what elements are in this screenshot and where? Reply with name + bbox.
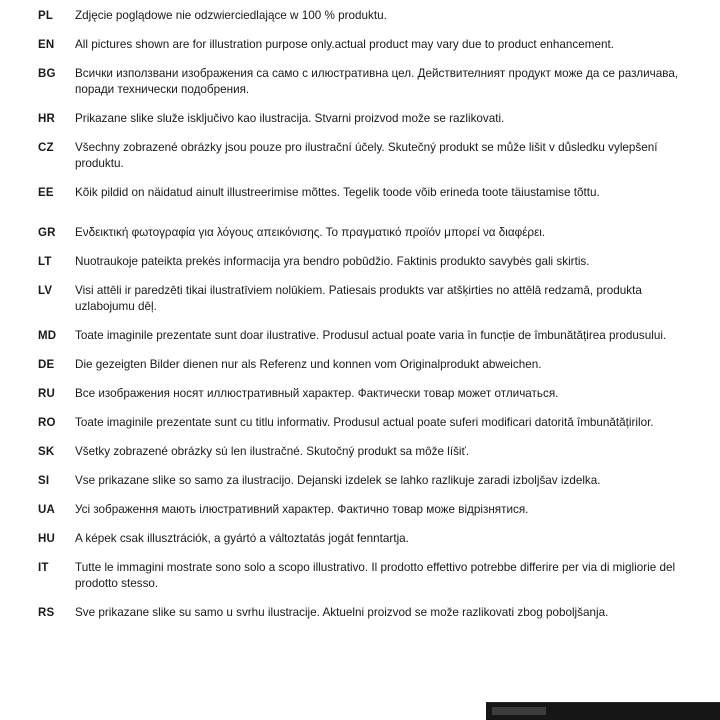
disclaimer-row bbox=[38, 357, 698, 373]
image-fragment bbox=[492, 707, 546, 715]
disclaimer-text: Prikazane slike služe isključivo kao ilustracija. Stvarni proizvod može se razlikovati. bbox=[75, 112, 505, 125]
disclaimer-text: Все изображения носят иллюстративный характер. Фактически товар может отличаться. bbox=[75, 387, 559, 400]
disclaimer-row bbox=[38, 225, 698, 241]
disclaimer-text: Die gezeigten Bilder dienen nur als Referenz und konnen vom Originalprodukt abweichen. bbox=[75, 358, 542, 371]
disclaimer-row bbox=[38, 502, 698, 518]
language-code-label: EE bbox=[38, 187, 54, 199]
language-code-label: PL bbox=[38, 10, 54, 22]
disclaimer-text: Toate imaginile prezentate sunt cu titlu informativ. Produsul actual poate suferi modificari datorită îmbunătățirilor. bbox=[75, 416, 654, 429]
disclaimer-text: Všechny zobrazené obrázky jsou pouze pro ilustrační účely. Skutečný produkt se může lišit v důsledku vylepšení produktu. bbox=[75, 141, 658, 170]
disclaimer-row bbox=[38, 66, 698, 98]
disclaimer-row bbox=[38, 560, 698, 592]
disclaimer-row bbox=[38, 140, 698, 172]
language-code-label: LV bbox=[38, 285, 53, 297]
language-code-label: CZ bbox=[38, 142, 54, 154]
disclaimer-row bbox=[38, 185, 698, 201]
language-code-label: HU bbox=[38, 533, 56, 545]
disclaimer-text: Visi attēli ir paredzēti tikai ilustratīviem nolūkiem. Patiesais produkts var atšķirties no attēlā redzamā, produkta uzlabojumu dēļ. bbox=[75, 284, 642, 313]
language-code-label: LT bbox=[38, 256, 52, 268]
disclaimer-text: Zdjęcie poglądowe nie odzwierciedlające w 100 % produktu. bbox=[75, 9, 387, 22]
disclaimer-rows bbox=[38, 8, 698, 621]
disclaimer-text: Всички използвани изображения са само с илюстративна цел. Действителният продукт може да се различава, поради технически подобрения. bbox=[75, 67, 679, 96]
disclaimer-text: Усі зображення мають ілюстративний характер. Фактично товар може відрізнятися. bbox=[75, 503, 529, 516]
disclaimer-row bbox=[38, 111, 698, 127]
disclaimer-text: Tutte le immagini mostrate sono solo a scopo illustrativo. Il prodotto effettivo potrebbe differire per via di migliorie del prodotto stesso. bbox=[75, 561, 676, 590]
disclaimer-row bbox=[38, 8, 698, 24]
language-code-label: EN bbox=[38, 39, 55, 51]
disclaimer-row bbox=[38, 37, 698, 53]
disclaimer-row bbox=[38, 531, 698, 547]
disclaimer-text: All pictures shown are for illustration purpose only.actual product may vary due to product enhancement. bbox=[75, 38, 614, 51]
language-code-label: RU bbox=[38, 388, 56, 400]
disclaimer-row bbox=[38, 386, 698, 402]
language-code-label: IT bbox=[38, 562, 49, 574]
disclaimer-row bbox=[38, 473, 698, 489]
disclaimer-row bbox=[38, 283, 698, 315]
disclaimer-text: Ενδεικτική φωτογραφία για λόγους απεικόνισης. Το πραγματικό προϊόν μπορεί να διαφέρει. bbox=[75, 226, 546, 239]
language-code-label: HR bbox=[38, 113, 56, 125]
language-code-label: SK bbox=[38, 446, 55, 458]
disclaimer-text: Toate imaginile prezentate sunt doar ilustrative. Produsul actual poate varia în funcție de îmbunătățirea produsului. bbox=[75, 329, 667, 342]
language-code-label: SI bbox=[38, 475, 50, 487]
disclaimer-text: Kõik pildid on näidatud ainult illustreerimise mõttes. Tegelik toode võib erineda toote täiustamise tõttu. bbox=[75, 186, 600, 199]
language-code-label: BG bbox=[38, 68, 56, 80]
disclaimer-text: Sve prikazane slike su samo u svrhu ilustracije. Aktuelni proizvod se može razlikovati zbog poboljšanja. bbox=[75, 606, 609, 619]
language-code-label: RO bbox=[38, 417, 56, 429]
language-code-label: RS bbox=[38, 607, 55, 619]
disclaimer-row bbox=[38, 444, 698, 460]
disclaimer-text: Vse prikazane slike so samo za ilustracijo. Dejanski izdelek se lahko razlikuje zaradi izboljšav izdelka. bbox=[75, 474, 601, 487]
disclaimer-text: Všetky zobrazené obrázky sú len ilustračné. Skutočný produkt sa môže líšiť. bbox=[75, 445, 470, 458]
disclaimer-text: Nuotraukoje pateikta prekės informacija yra bendro pobūdžio. Faktinis produkto savybės gali skirtis. bbox=[75, 255, 590, 268]
partial-next-page-image bbox=[486, 702, 720, 720]
language-code-label: UA bbox=[38, 504, 56, 516]
disclaimer-row bbox=[38, 415, 698, 431]
disclaimer-text: A képek csak illusztrációk, a gyártó a változtatás jogát fenntartja. bbox=[75, 532, 409, 545]
disclaimer-row bbox=[38, 328, 698, 344]
language-code-label: MD bbox=[38, 330, 57, 342]
language-code-label: DE bbox=[38, 359, 55, 371]
disclaimer-row bbox=[38, 254, 698, 270]
language-code-label: GR bbox=[38, 227, 56, 239]
disclaimer-row bbox=[38, 605, 698, 621]
